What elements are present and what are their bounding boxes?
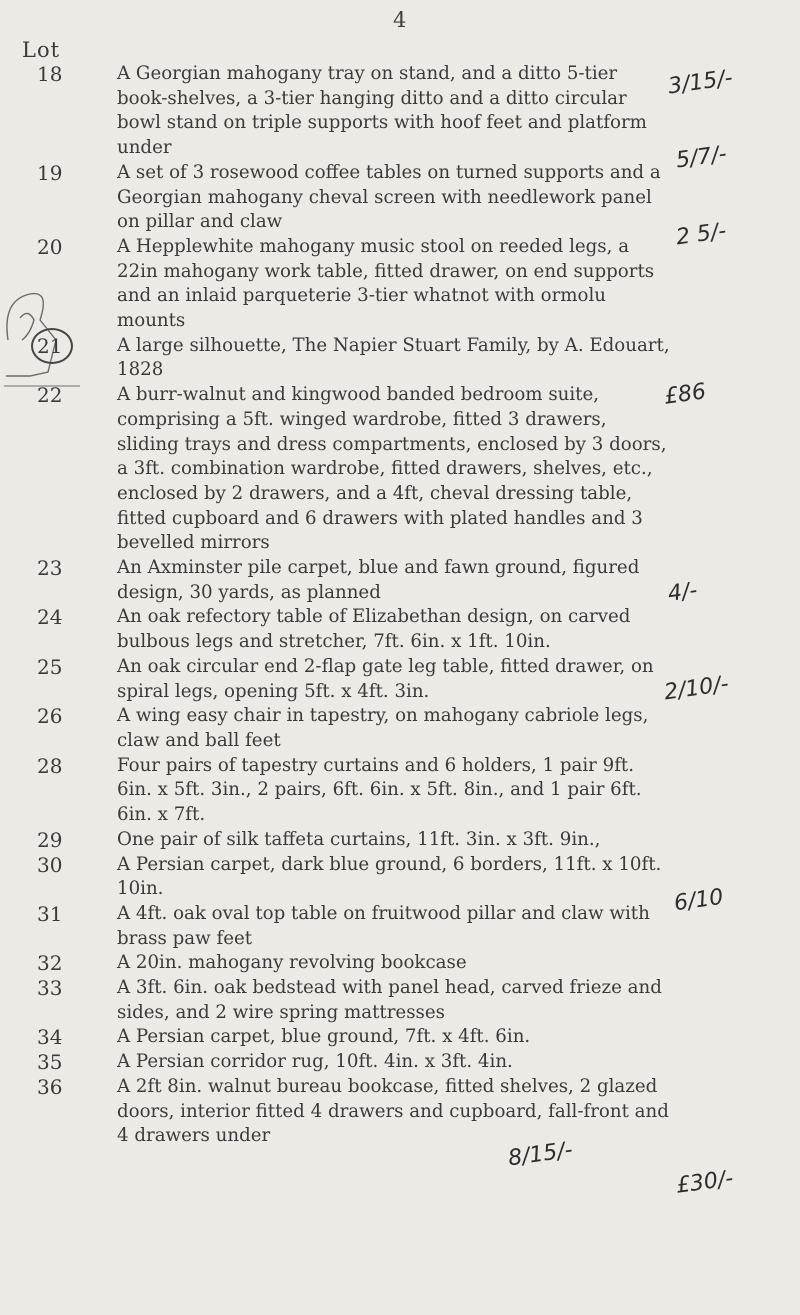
lot-description: An oak refectory table of Elizabethan design, on carved bulbous legs and stretcher, 7ft. 6in. x 1ft. 10in. [117, 606, 631, 653]
lot-item [0, 383, 672, 556]
lot-number: 31 [37, 901, 63, 926]
lot-description: A Persian carpet, blue ground, 7ft. x 4ft. 6in. [117, 1026, 531, 1048]
handwritten-price-note: 3/15/- [666, 65, 735, 100]
lot-item [0, 334, 672, 383]
lot-description: An oak circular end 2-flap gate leg table, fitted drawer, on spiral legs, opening 5ft. x 4ft. 3in. [117, 655, 654, 702]
lot-description: A 2ft 8in. walnut bureau bookcase, fitted shelves, 2 glazed doors, interior fitted 4 drawers and cupboard, fall-front and 4 drawers under [117, 1075, 669, 1147]
lot-number: 33 [37, 976, 63, 1001]
lot-description: A 3ft. 6in. oak bedstead with panel head, carved frieze and sides, and 2 wire spring mattresses [117, 977, 662, 1023]
lot-description: A 20in. mahogany revolving bookcase [117, 952, 467, 974]
lot-number: 29 [37, 827, 63, 852]
lot-number: 35 [37, 1050, 63, 1075]
page-number: 4 [393, 8, 407, 32]
lot-item [0, 1025, 672, 1050]
lot-number: 25 [37, 654, 63, 679]
lot-item [0, 1075, 672, 1149]
lot-number: 30 [37, 852, 63, 877]
lot-item [0, 161, 672, 235]
handwritten-price-note: 8/15/- [506, 1137, 575, 1172]
lot-description: One pair of silk taffeta curtains, 11ft. 3in. x 3ft. 9in., [117, 828, 601, 850]
lot-item [0, 62, 672, 161]
lot-description: A burr-walnut and kingwood banded bedroom suite, comprising a 5ft. winged wardrobe, fitted 3 drawers, sliding trays and dress compartments, enclosed by 3 doors, a 3ft. combination wardrobe, fitted drawers, shelves, etc., enclosed by 2 drawers, and a 4ft, cheval dressing table, fitted cupboard and 6 drawers with plated handles and 3 bevelled mirrors [117, 384, 667, 554]
lot-number: 18 [37, 62, 63, 86]
lot-item [0, 976, 672, 1025]
lot-number: 23 [37, 556, 63, 581]
lot-number: 26 [37, 704, 63, 729]
handwritten-price-note: £30/- [674, 1166, 735, 1199]
lot-description: Four pairs of tapestry curtains and 6 holders, 1 pair 9ft. 6in. x 5ft. 3in., 2 pairs, 6ft. 6in. x 5ft. 8in., and 1 pair 6ft. 6in. x 7ft. [117, 754, 642, 826]
lot-description: An Axminster pile carpet, blue and fawn ground, figured design, 30 yards, as planned [117, 557, 640, 603]
lot-description: A Georgian mahogany tray on stand, and a ditto 5-tier book-shelves, a 3-tier hanging ditto and a ditto circular bowl stand on triple supports with hoof feet and platform under [117, 63, 647, 159]
lot-item [0, 853, 672, 902]
handwritten-price-note: £86 [662, 379, 708, 410]
lot-item [0, 902, 672, 951]
lot-item [0, 605, 672, 654]
lot-number: 36 [37, 1074, 63, 1099]
lot-column-heading: Lot [22, 38, 61, 62]
lot-item [0, 655, 672, 704]
lot-item [0, 556, 672, 605]
lot-description: A wing easy chair in tapestry, on mahogany cabriole legs, claw and ball feet [117, 705, 649, 751]
handwritten-price-note: 2 5/- [674, 218, 728, 251]
lot-description: A Persian corridor rug, 10ft. 4in. x 3ft. 4in. [117, 1051, 513, 1073]
lot-number: 34 [37, 1025, 63, 1050]
lot-item [0, 704, 672, 753]
lot-description: A Persian carpet, dark blue ground, 6 borders, 11ft. x 10ft. 10in. [117, 853, 662, 900]
lot-item [0, 1050, 672, 1075]
handwritten-price-note: 2/10/- [662, 671, 731, 706]
lot-description: A Hepplewhite mahogany music stool on reeded legs, a 22in mahogany work table, fitted drawer, on end supports and an inlaid parqueterie 3-tier whatnot with ormolu mounts [117, 235, 655, 332]
lot-number: 24 [37, 605, 63, 630]
lot-description: A 4ft. oak oval top table on fruitwood pillar and claw with brass paw feet [117, 902, 650, 949]
lot-description: A set of 3 rosewood coffee tables on turned supports and a Georgian mahogany cheval screen with needlework panel on pillar and claw [117, 161, 661, 233]
lot-number: 22 [37, 383, 63, 408]
lot-item [0, 951, 672, 976]
handwritten-price-note: 5/7/- [674, 141, 729, 174]
lot-item [0, 235, 672, 334]
handwritten-price-note: 6/10 [672, 884, 725, 917]
lot-item [0, 754, 672, 828]
lot-description: A large silhouette, The Napier Stuart Family, by A. Edouart, 1828 [117, 334, 670, 381]
lot-number: 19 [37, 160, 63, 185]
lot-item [0, 828, 672, 853]
lot-number: 32 [37, 951, 63, 976]
handwritten-price-note: 4/- [666, 578, 699, 607]
lot-number: 21 [37, 333, 63, 358]
lot-number: 20 [37, 234, 63, 259]
lot-number: 28 [37, 753, 63, 778]
